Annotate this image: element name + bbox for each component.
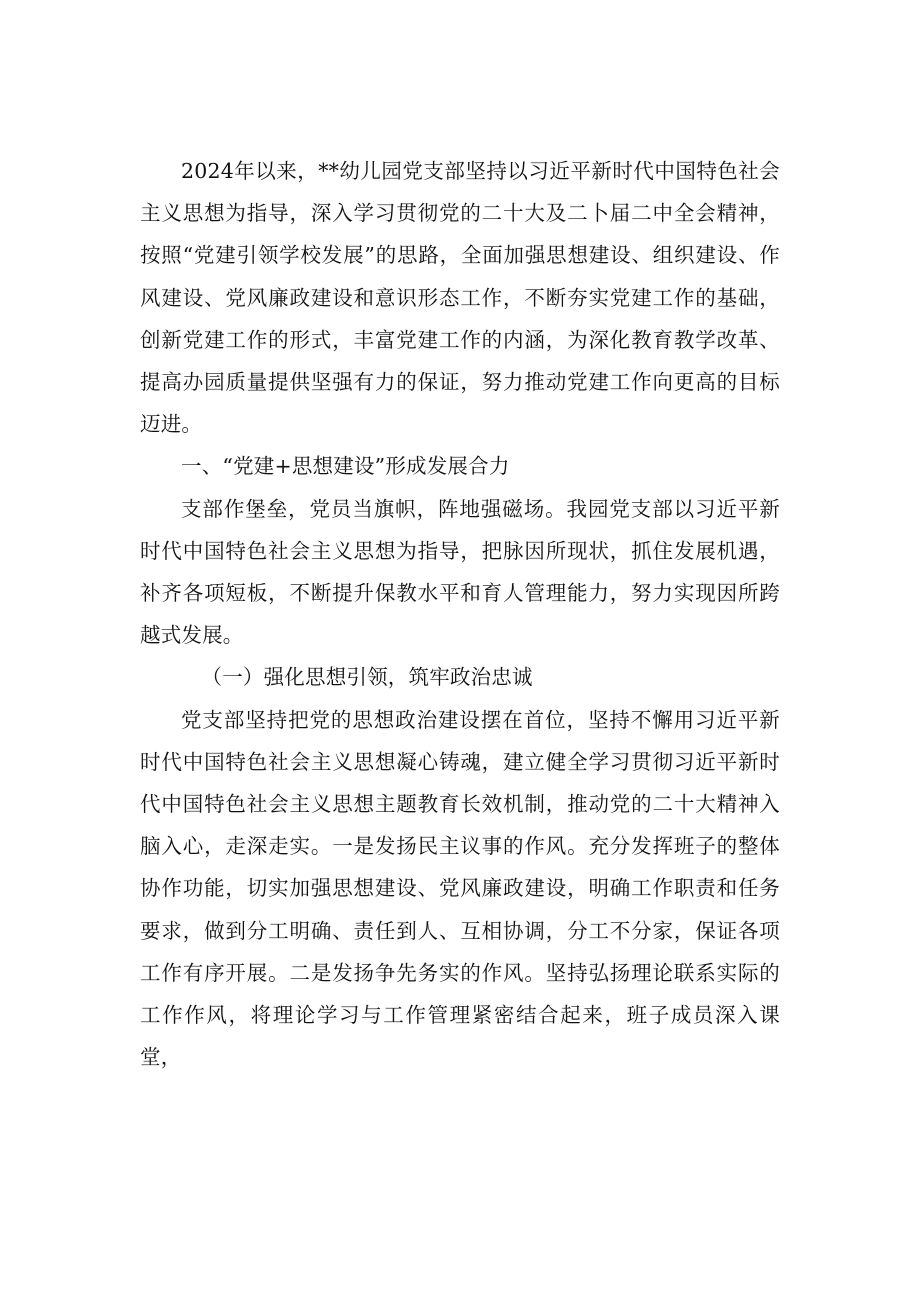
section-heading-1: 一、“党建+思想建设”形成发展合力 (181, 454, 510, 479)
subsection-1-paragraph: 党支部坚持把党的思想政治建设摆在首位，坚持不懈用习近平新时代中国特色社会主义思想凝心铸魂，建立健全学习贯彻习近平新时代中国特色社会主义思想主题教育长效机制，推动党的二十大精神入脑入心，走深走实。一是发扬民主议事的作风。充分发挥班子的整体协作功能，切实加强思想建设、党风廉政建设，明确工作职责和任务要求，做到分工明确、责任到人、互相协调，分工不分家，保证各项工作有序开展。二是发扬争先务实的作风。坚持弘扬理论联系实际的工作作风，将理论学习与工作管理紧密结合起来，班子成员深入课堂， (140, 707, 780, 1070)
document-body (140, 150, 780, 1078)
intro-paragraph: 2024年以来，**幼儿园党支部坚持以习近平新时代中国特色社会主义思想为指导，深入学习贯彻党的二十大及二卜届二中全会精神，按照“党建引领学校发展”的思路，全面加强思想建设、组织建设、作风建设、党风廉政建设和意识形态工作，不断夯实党建工作的基础，创新党建工作的形式，丰富党建工作的内涵，为深化教育教学改革、提高办园质量提供坚强有力的保证，努力推动党建工作向更高的目标迈进。 (140, 159, 780, 437)
section-1-paragraph: 支部作堡垒，党员当旗帜，阵地强磁场。我园党支部以习近平新时代中国特色社会主义思想为指导，把脉因所现状，抓住发展机遇，补齐各项短板，不断提升保教水平和育人管理能力，努力实现因所跨越式发展。 (140, 496, 780, 648)
subsection-heading-1: （一）强化思想引领，筑牢政治忠诚 (201, 665, 533, 690)
